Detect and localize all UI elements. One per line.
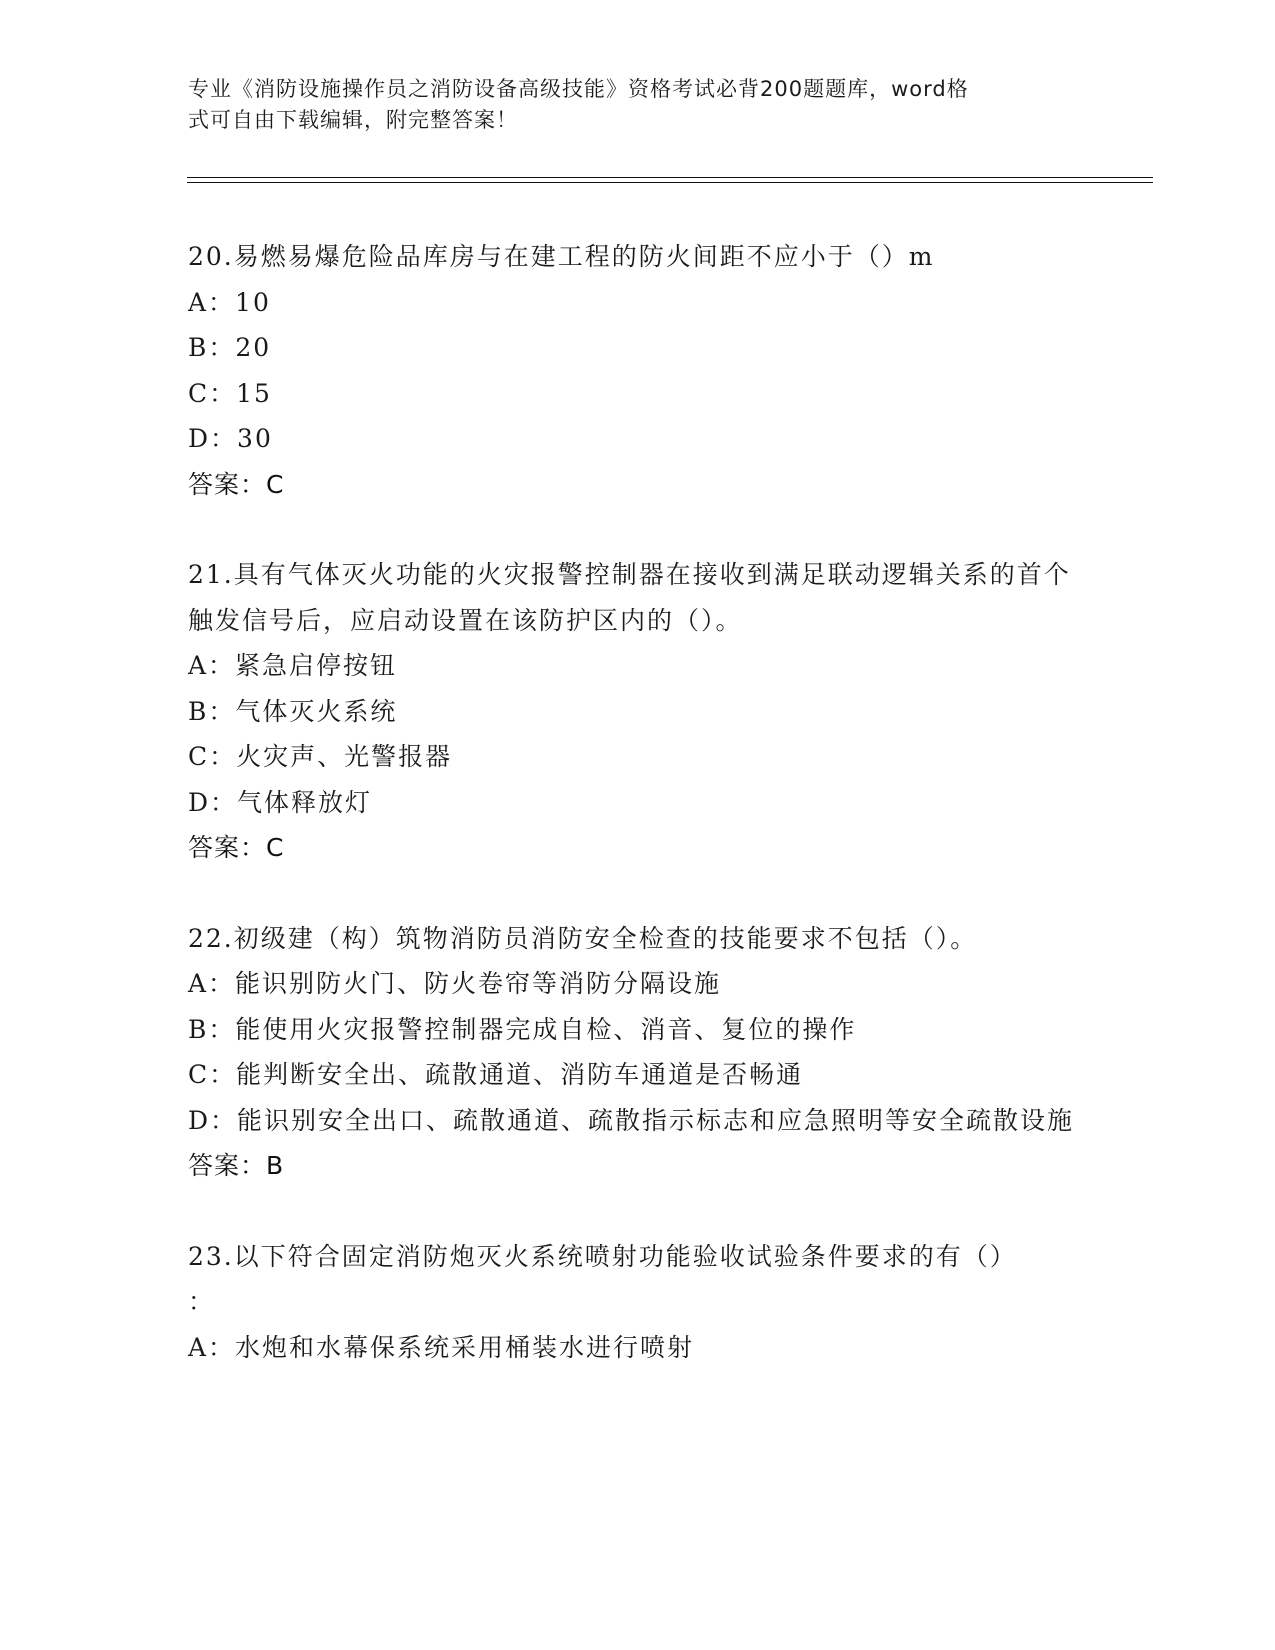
header-line-1: 专业《消防设施操作员之消防设备高级技能》资格考试必背200题题库，word格 [188,77,969,101]
question-21 [188,552,1088,871]
option-d: D：能识别安全出口、疏散通道、疏散指示标志和应急照明等安全疏散设施 [188,1105,1075,1135]
option-a: A：能识别防火门、防火卷帘等消防分隔设施 [188,969,722,998]
header-divider-top [187,177,1153,178]
question-stem: 20.易燃易爆危险品库房与在建工程的防火间距不应小于（）m [188,242,935,271]
header-divider-bottom [187,182,1153,183]
option-d: D：30 [188,424,273,453]
question-list [188,234,1088,1415]
option-a: A：10 [188,287,271,317]
option-d: D：气体释放灯 [188,787,373,817]
question-22 [188,916,1088,1189]
question-stem: 23.以下符合固定消防炮灭火系统喷射功能验收试验条件要求的有（） [188,1241,1017,1271]
option-a: A：水炮和水幕保系统采用桶装水进行喷射 [188,1332,695,1362]
question-20 [188,234,1088,507]
answer-label: 答案：B [188,1151,285,1180]
option-b: B：20 [188,333,272,362]
option-b: B：能使用火灾报警控制器完成自检、消音、复位的操作 [188,1014,857,1044]
question-stem-continuation: ： [188,1287,216,1316]
option-c: C：火灾声、光警报器 [188,742,453,771]
header-line-2: 式可自由下载编辑，附完整答案！ [188,108,518,132]
question-stem: 21.具有气体灭火功能的火灾报警控制器在接收到满足联动逻辑关系的首个触发信号后，应启动设置在该防护区内的（）。 [188,560,1071,635]
answer-label: 答案：C [188,469,285,499]
document-header [188,74,1068,136]
option-c: C：15 [188,378,272,408]
question-stem: 22.初级建（构）筑物消防员消防安全检查的技能要求不包括（）。 [188,923,978,953]
question-23 [188,1234,1088,1371]
answer-label: 答案：C [188,833,285,862]
option-c: C：能判断安全出、疏散通道、消防车通道是否畅通 [188,1060,804,1089]
option-a: A：紧急启停按钮 [188,651,398,680]
option-b: B：气体灭火系统 [188,696,398,726]
